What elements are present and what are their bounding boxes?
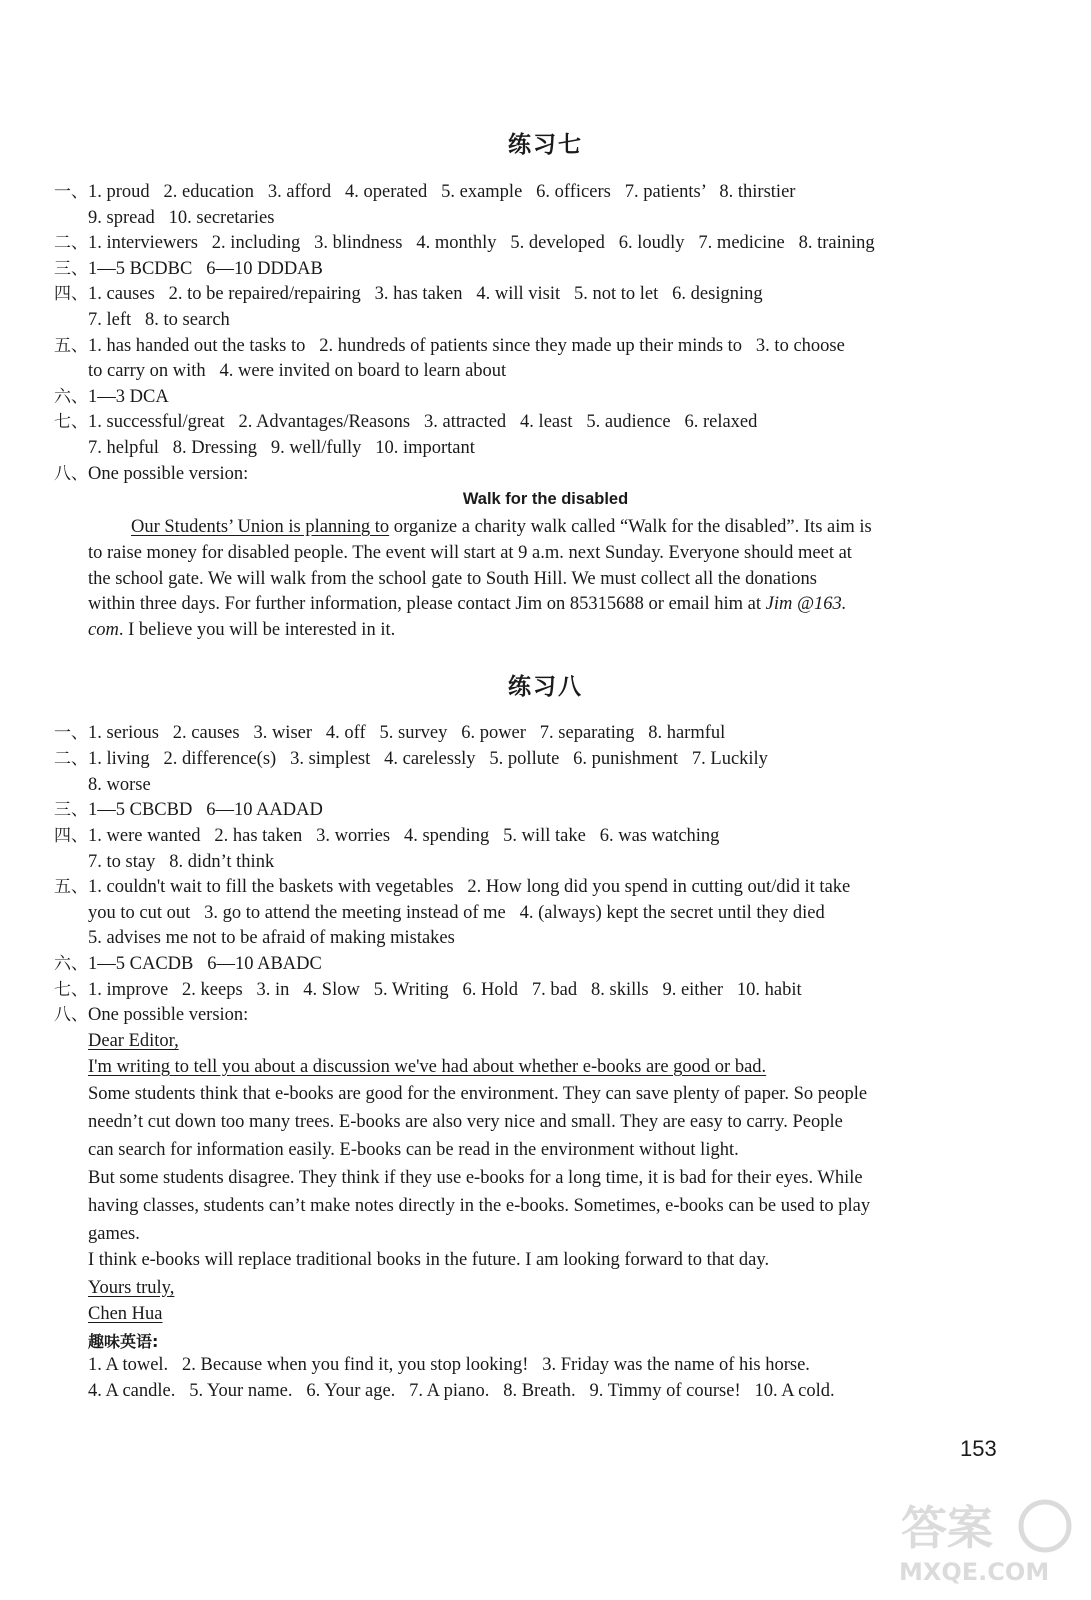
ex8-part8-intro: 八、One possible version: [54,1005,249,1025]
letter-p3-line1: I think e-books will replace traditional books in the future. I am looking forward to that day. [88,1250,770,1270]
ex7-part7-line1: 七、1. successful/great 2. Advantages/Reasons 3. attracted 4. least 5. audience 6. relaxed [54,412,758,432]
fun-english-label: 趣味英语: [88,1332,159,1351]
letter-opening: I'm writing to tell you about a discussion we've had about whether e-books are good or bad. [88,1057,767,1077]
ex7-part4-line2: 7. left 8. to search [88,310,230,330]
letter-greeting: Dear Editor, [88,1031,179,1051]
fun-english-line1: 1. A towel. 2. Because when you find it, you stop looking! 3. Friday was the name of his horse. [88,1355,810,1375]
ex8-part5-line3: 5. advises me not to be afraid of making mistakes [88,928,455,948]
ex8-part4-line2: 7. to stay 8. didn’t think [88,852,275,872]
ex7-part5-line1: 五、1. has handed out the tasks to 2. hundreds of patients since they made up their minds to 3. to choose [54,336,845,356]
watermark-logo [895,1488,1075,1588]
letter-p2-line1: But some students disagree. They think if they use e-books for a long time, it is bad for their eyes. While [88,1168,863,1188]
ex8-part1-line1: 一、1. serious 2. causes 3. wiser 4. off 5. survey 6. power 7. separating 8. harmful [54,723,726,743]
letter-p1-line2: needn’t cut down too many trees. E-books are also very nice and small. They are easy to carry. People [88,1112,843,1132]
ex8-part5-line1: 五、1. couldn't wait to fill the baskets with vegetables 2. How long did you spend in cutting out/did it take [54,877,851,897]
ex7-part7-line2: 7. helpful 8. Dressing 9. well/fully 10. important [88,438,475,458]
ex8-part6-line1: 六、1—5 CACDB 6—10 ABADC [54,954,322,974]
fun-english-line2: 4. A candle. 5. Your name. 6. Your age. 7. A piano. 8. Breath. 9. Timmy of course! 10. A cold. [88,1381,835,1401]
ex7-part6-line1: 六、1—3 DCA [54,387,169,407]
ex7-part1-label: 一、 [54,182,88,202]
ex7-part3-line1: 三、1—5 BCDBC 6—10 DDDAB [54,259,323,279]
ex7-essay-line3: the school gate. We will walk from the school gate to South Hill. We must collect all the donations [88,569,818,589]
letter-signature: Chen Hua [88,1304,163,1324]
ex7-essay-line4: within three days. For further information, please contact Jim on 85315688 or email him at Jim @163. [88,594,847,614]
exercise7-title: 练习七 [508,132,583,158]
letter-p1-line1: Some students think that e-books are good for the environment. They can save plenty of paper. So people [88,1084,868,1104]
ex8-part7-line1: 七、1. improve 2. keeps 3. in 4. Slow 5. Writing 6. Hold 7. bad 8. skills 9. either 10. habit [54,980,802,1000]
watermark-text-main: 答案 [901,1501,993,1555]
ex8-part2-line2: 8. worse [88,775,151,795]
letter-p2-line2: having classes, students can’t make notes directly in the e-books. Sometimes, e-books can be used to play [88,1196,871,1216]
ex7-part8-intro: 八、One possible version: [54,464,249,484]
ex7-essay-title: Walk for the disabled [462,490,629,508]
letter-p2-line3: games. [88,1224,140,1244]
ex7-part1-line1: 一、1. proud 2. education 3. afford 4. operated 5. example 6. officers 7. patients’ 8. thirstier [54,182,796,202]
ex7-essay-line1: Our Students’ Union is planning to organize a charity walk called “Walk for the disabled”. Its aim is [131,517,872,537]
watermark-text-url: MXQE.COM [899,1558,1050,1586]
ex7-essay-line5: com. I believe you will be interested in it. [88,620,396,640]
letter-p1-line3: can search for information easily. E-books can be read in the environment without light. [88,1140,739,1160]
ex7-part4-line1: 四、1. causes 2. to be repaired/repairing 3. has taken 4. will visit 5. not to let 6. designing [54,284,763,304]
exercise8-title: 练习八 [508,674,583,700]
ex7-part2-line1: 二、1. interviewers 2. including 3. blindness 4. monthly 5. developed 6. loudly 7. medicine 8. training [54,233,875,253]
ex8-part4-line1: 四、1. were wanted 2. has taken 3. worries 4. spending 5. will take 6. was watching [54,826,720,846]
ex8-part2-line1: 二、1. living 2. difference(s) 3. simplest 4. carelessly 5. pollute 6. punishment 7. Luckily [54,749,768,769]
ex7-part1-line2: 9. spread 10. secretaries [88,208,275,228]
ex7-part5-line2: to carry on with 4. were invited on board to learn about [88,361,507,381]
page-number: 153 [960,1436,997,1461]
ex7-essay-line2: to raise money for disabled people. The event will start at 9 a.m. next Sunday. Everyone should meet at [88,543,852,563]
ex8-part3-line1: 三、1—5 CBCBD 6—10 AADAD [54,800,323,820]
watermark-badge-icon [1021,1502,1069,1550]
letter-closing: Yours truly, [88,1278,175,1298]
ex8-part5-line2: you to cut out 3. go to attend the meeting instead of me 4. (always) kept the secret until they died [88,903,825,923]
